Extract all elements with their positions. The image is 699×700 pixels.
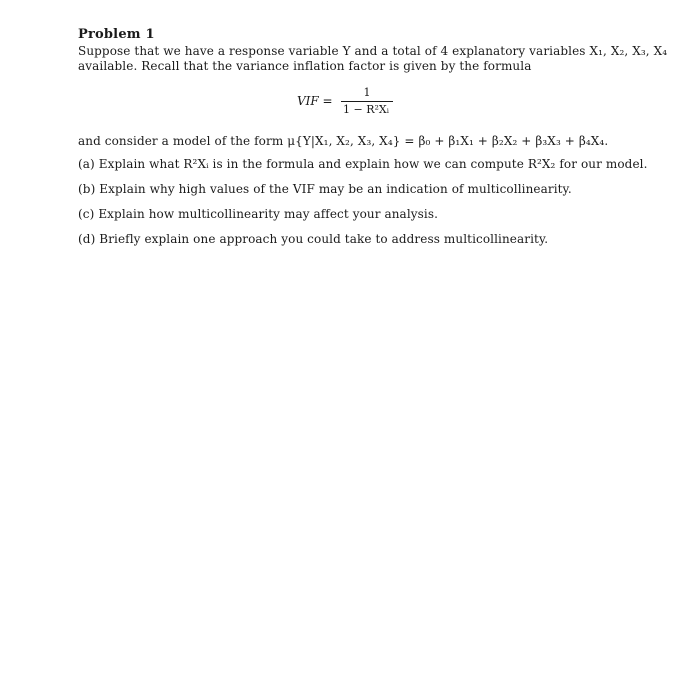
part-b	[78, 182, 572, 196]
intro-line-1: Suppose that we have a response variable Y and a total of 4 explanatory variables X₁, X₂, X₃, X₄	[78, 44, 668, 58]
part-text: Briefly explain one approach you could take to address multicollinearity.	[99, 232, 549, 246]
part-c	[78, 207, 438, 221]
intro-line-2: available. Recall that the variance inflation factor is given by the formula	[78, 59, 532, 73]
part-label: (a)	[78, 157, 95, 171]
part-text: Explain what R²Xᵢ is in the formula and explain how we can compute R²X₂ for our model.	[98, 157, 648, 171]
part-text: Explain why high values of the VIF may be an indication of multicollinearity.	[99, 182, 572, 196]
problem-title: Problem 1	[78, 27, 155, 42]
formula-numerator: 1	[363, 86, 371, 99]
formula-fraction	[341, 88, 393, 118]
formula-lhs: VIF =	[297, 94, 333, 108]
part-text: Explain how multicollinearity may affect your analysis.	[98, 207, 439, 221]
formula-denominator: 1 − R²Xᵢ	[343, 103, 389, 116]
part-d	[78, 232, 548, 246]
part-label: (d)	[78, 232, 96, 246]
fraction-bar	[341, 101, 393, 102]
part-label: (b)	[78, 182, 96, 196]
part-a	[78, 157, 648, 171]
model-line: and consider a model of the form μ{Y|X₁, X₂, X₃, X₄} = β₀ + β₁X₁ + β₂X₂ + β₃X₃ + β₄X₄.	[78, 134, 609, 148]
part-label: (c)	[78, 207, 95, 221]
